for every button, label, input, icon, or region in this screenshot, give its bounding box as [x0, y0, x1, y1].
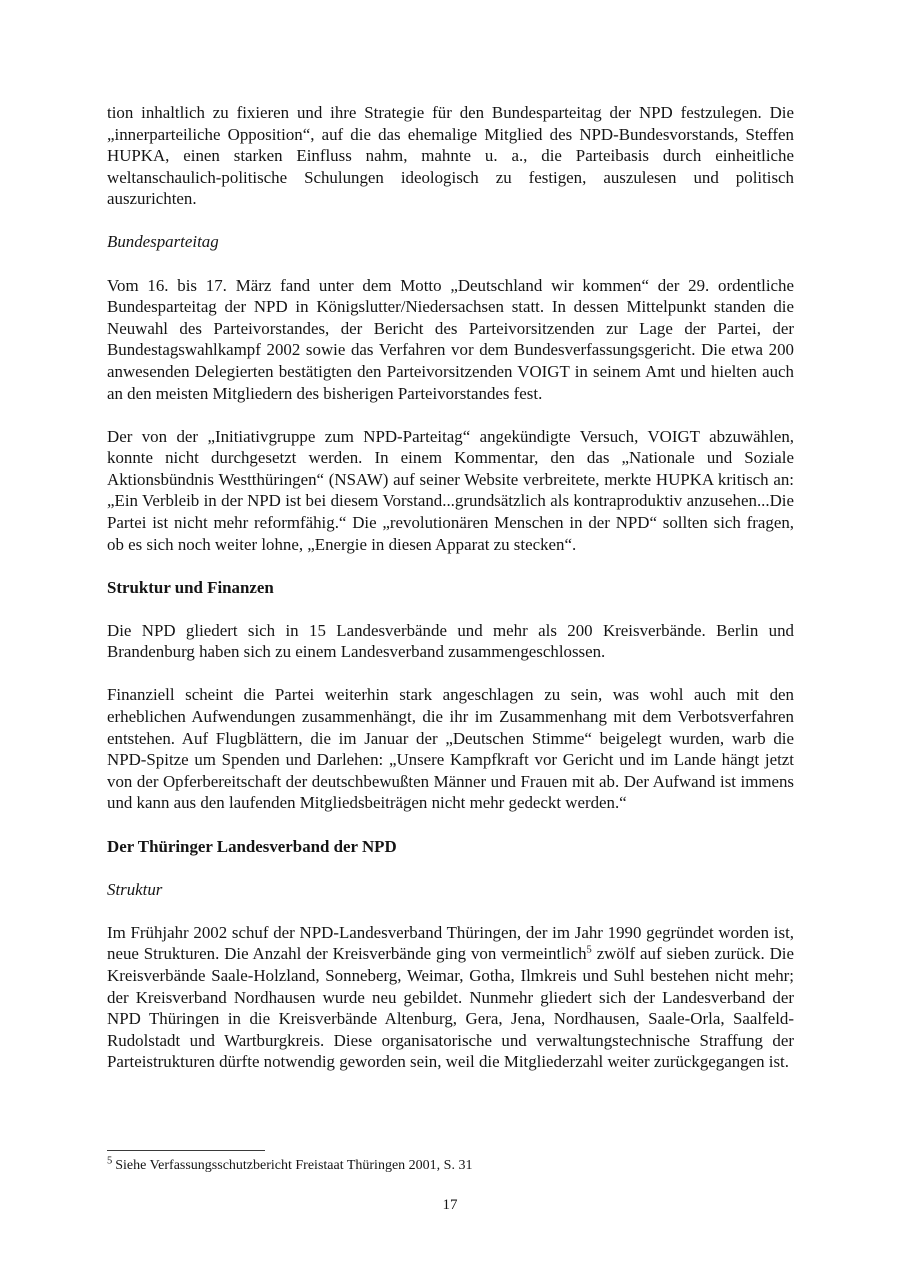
footnote-label: Siehe Verfassungsschutzbericht Freistaat Thüringen 2001, S. 31 — [115, 1158, 473, 1173]
paragraph-struktur — [107, 922, 794, 1073]
heading-thueringer-landesverband: Der Thüringer Landesverband der NPD — [107, 836, 397, 856]
paragraph-struktur-text-2: zwölf auf sieben zurück. Die Kreisverbände Saale-Holzland, Sonneberg, Weimar, Gotha, Ilmkreis und Suhl bestehen nicht mehr; der Kreisverband Nordhausen wurde neu gebildet. Nunmehr gliedert sich der Landesverband der NPD Thüringen in die Kreisverbände Altenburg, Gera, Jena, Nordhausen, Saale-Orla, Saalfeld-Rudolstadt und Wartburgkreis. Diese organisatorische und verwaltungstechnische Straffung der Parteistrukturen dürfte notwendig geworden sein, weil die Mitgliederzahl weiter zurückgegangen ist. — [107, 944, 794, 1072]
paragraph-intro: tion inhaltlich zu fixieren und ihre Strategie für den Bundesparteitag der NPD festzulegen. Die „innerparteiliche Opposition“, auf die das ehemalige Mitglied des NPD-Bundesvorstands, Steffen HUPKA, einen starken Einfluss nahm, mahnte u. a., die Parteibasis durch einheitliche weltanschaulich-politische Schulungen ideologisch zu festigen, auszulesen und politisch auszurichten. — [107, 103, 794, 209]
footnote-divider — [107, 1150, 265, 1151]
paragraph-gliederung: Die NPD gliedert sich in 15 Landesverbände und mehr als 200 Kreisverbände. Berlin und Brandenburg haben sich zu einem Landesverband zusammengeschlossen. — [107, 620, 794, 662]
footnote-text — [107, 1157, 794, 1175]
text-block — [107, 102, 794, 1094]
footnote-reference-5: 5 — [586, 944, 592, 956]
paragraph-initiativgruppe: Der von der „Initiativgruppe zum NPD-Parteitag“ angekündigte Versuch, VOIGT abzuwählen, konnte nicht durchgesetzt werden. In einem Kommentar, den das „Nationale und Soziale Aktionsbündnis Westthüringen“ (NSAW) auf seiner Website verbreitete, merkte HUPKA kritisch an: „Ein Verbleib in der NPD ist bei diesem Vorstand...grundsätzlich als kontraproduktiv anzusehen...Die Partei ist nicht mehr reformfähig.“ Die „revolutionären Menschen in der NPD“ sollten sich fragen, ob es sich noch weiter lohne, „Energie in diesen Apparat zu stecken“. — [107, 426, 794, 554]
page-number: 17 — [442, 1197, 458, 1213]
paragraph-bundesparteitag: Vom 16. bis 17. März fand unter dem Motto „Deutschland wir kommen“ der 29. ordentliche Bundesparteitag der NPD in Königslutter/Niedersachsen statt. In dessen Mittelpunkt standen die Neuwahl des Parteivorstandes, der Bericht des Parteivorsitzenden zur Lage der Partei, der Bundestagswahlkampf 2002 sowie das Verfahren vor dem Bundesverfassungsgericht. Die etwa 200 anwesenden Delegierten bestätigten den Parteivorsitzenden VOIGT in seinem Amt und hielten auch an den meisten Mitgliedern des bisherigen Parteivorstandes fest. — [107, 275, 794, 403]
heading-struktur-und-finanzen: Struktur und Finanzen — [107, 577, 274, 597]
heading-bundesparteitag: Bundesparteitag — [107, 232, 219, 252]
paragraph-finanzen: Finanziell scheint die Partei weiterhin stark angeschlagen zu sein, was wohl auch mit den erheblichen Aufwendungen zusammenhängt, die ihr im Zusammenhang mit dem Verbotsverfahren entstehen. Auf Flugblättern, die im Januar der „Deutschen Stimme“ beigelegt wurden, warb die NPD-Spitze um Spenden und Darlehen: „Unsere Kampfkraft vor Gericht und im Lande hängt jetzt von der Opferbereitschaft der deutschbewußten Männer und Frauen mit ab. Der Aufwand ist immens und kann aus den laufenden Mitgliedsbeiträgen nicht mehr gedeckt werden.“ — [107, 685, 794, 813]
footnote-marker-5: 5 — [107, 1155, 113, 1167]
heading-struktur: Struktur — [107, 879, 163, 899]
paragraph-struktur-text-1: Im Frühjahr 2002 schuf der NPD-Landesverband Thüringen, der im Jahr 1990 gegründet worden ist, neue Strukturen. Die Anzahl der Kreisverbände ging von vermeintlich — [107, 922, 794, 964]
footnote-block — [107, 1150, 794, 1175]
